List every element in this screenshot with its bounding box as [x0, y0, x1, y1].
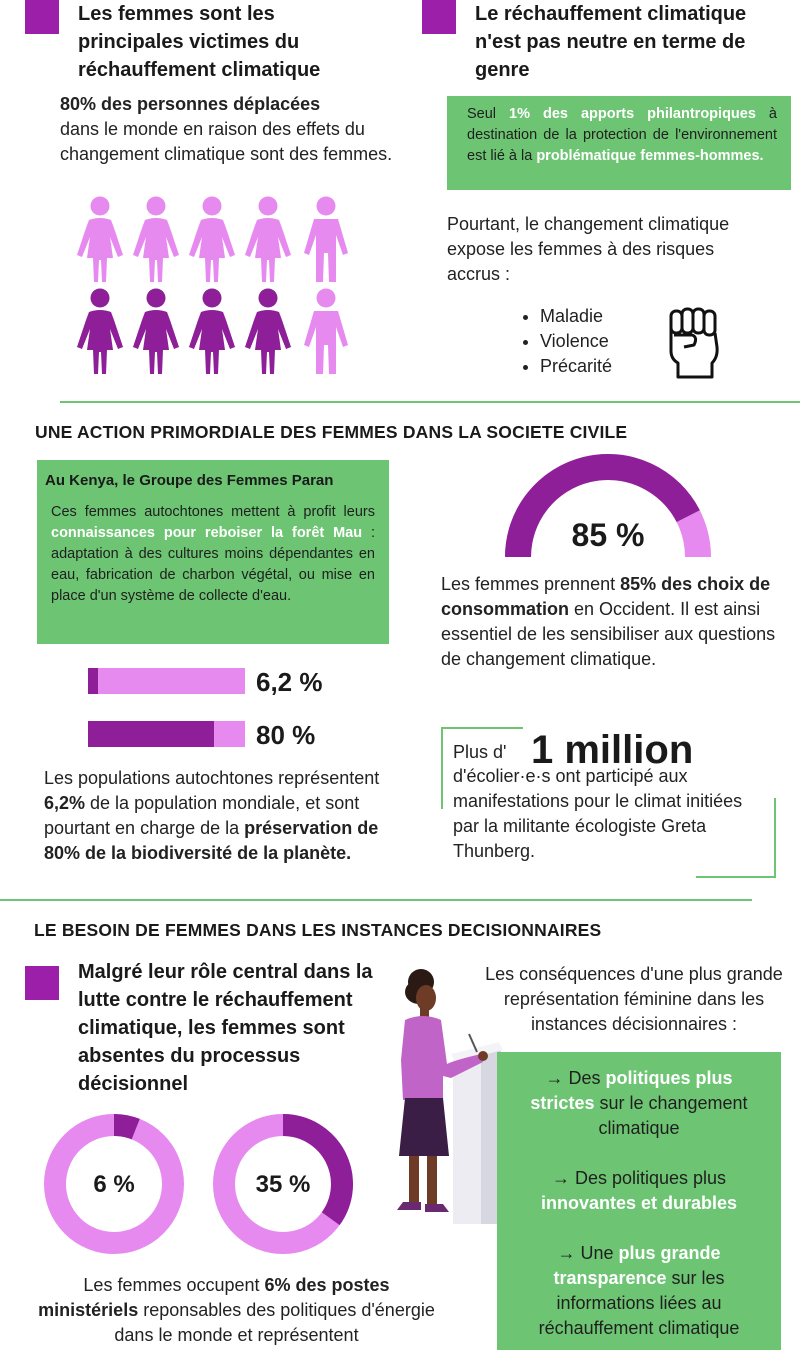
bar-label: 80 %: [256, 720, 316, 750]
philanthropy-box: Seul 1% des apports philantropiques à destination de la protection de l'environnement est lié à la problématique femmes-hommes.: [447, 96, 791, 190]
kenya-box: [37, 460, 389, 644]
section-divider: [0, 899, 752, 901]
risks-intro: Pourtant, le changement climatique expose les femmes à des risques accrus :: [447, 214, 730, 284]
donut-label: 6 %: [93, 1171, 135, 1198]
victims-title: Les femmes sont les principales victimes du réchauffement climatique: [78, 3, 321, 81]
bar-track: [88, 668, 245, 694]
million-prefix: Plus d': [453, 742, 507, 762]
donut-label: 35 %: [255, 1171, 311, 1198]
donut-fill: [114, 1125, 136, 1129]
section-divider: [60, 401, 800, 403]
displaced-stat-bold: 80% des personnes déplacées: [60, 94, 321, 114]
purple-square-marker: [25, 0, 59, 34]
kenya-text: Ces femmes autochtones mettent à profit leurs connaissances pour reboiser la forêt Mau : adaptation à des cultures moins dépendantes en eau, fabrication de charbon végétal, ou mise en place d'un système de collecte d'eau.: [51, 504, 375, 604]
risk-item: • Maladie: [540, 304, 612, 329]
consequence-item: → Des politiques plus innovantes et durables: [540, 1168, 738, 1213]
million-text: d'écolier·e·s ont participé aux manifestations pour le climat initiées par la militante écologiste Greta Thunberg.: [453, 766, 743, 861]
women-figures-grid: [70, 195, 370, 380]
gender-title: Le réchauffement climatique n'est pas neutre en terme de genre: [475, 3, 747, 81]
gauge-label: 85 %: [571, 517, 645, 553]
consequence-item: → Une plus grande transparence sur les informations liées au réchauffement climatique: [538, 1243, 740, 1338]
purple-square-marker: [422, 0, 456, 34]
million-figure: 1 million: [531, 728, 694, 772]
consumption-text: Les femmes prennent 85% des choix de consommation en Occident. Il est ainsi essentiel de les sensibiliser aux questions de changement climatique.: [441, 574, 776, 669]
kenya-title: Au Kenya, le Groupe des Femmes Paran: [45, 472, 334, 489]
displaced-stat: [60, 92, 400, 167]
consequences-box: [497, 1052, 781, 1350]
risk-item: • Violence: [540, 329, 612, 354]
civil-society-heading: UNE ACTION PRIMORDIALE DES FEMMES DANS LA SOCIETE CIVILE: [35, 422, 628, 442]
indigenous-text: Les populations autochtones représentent 6,2% de la population mondiale, et sont pourtant en charge de la préservation de 80% de la biodiversité de la planète.: [44, 768, 380, 863]
ministerial-text: Les femmes occupent 6% des postes ministériels reponsables des politiques d'énergie dans le monde et représentent: [38, 1275, 435, 1345]
consequences-intro: Les conséquences d'une plus grande représentation féminine dans les instances décisionnaires :: [485, 964, 783, 1034]
purple-square-marker: [25, 966, 59, 1000]
bar-track: [88, 721, 245, 747]
decision-heading: LE BESOIN DE FEMMES DANS LES INSTANCES DECISIONNAIRES: [34, 920, 602, 940]
bar-fill: [88, 668, 98, 694]
bar-fill: [88, 721, 214, 747]
bar-label: 6,2 %: [256, 667, 323, 697]
absence-title: Malgré leur rôle central dans la lutte contre le réchauffement climatique, les femmes sont absentes du processus décisionnel: [78, 961, 373, 1095]
risk-item: • Précarité: [540, 354, 612, 379]
risks-list: [520, 304, 612, 379]
raised-fist-icon: [666, 307, 722, 379]
consequence-item: → Des politiques plus strictes sur le changement climatique: [530, 1068, 748, 1138]
displaced-stat-rest: dans le monde en raison des effets du changement climatique sont des femmes.: [60, 119, 393, 164]
